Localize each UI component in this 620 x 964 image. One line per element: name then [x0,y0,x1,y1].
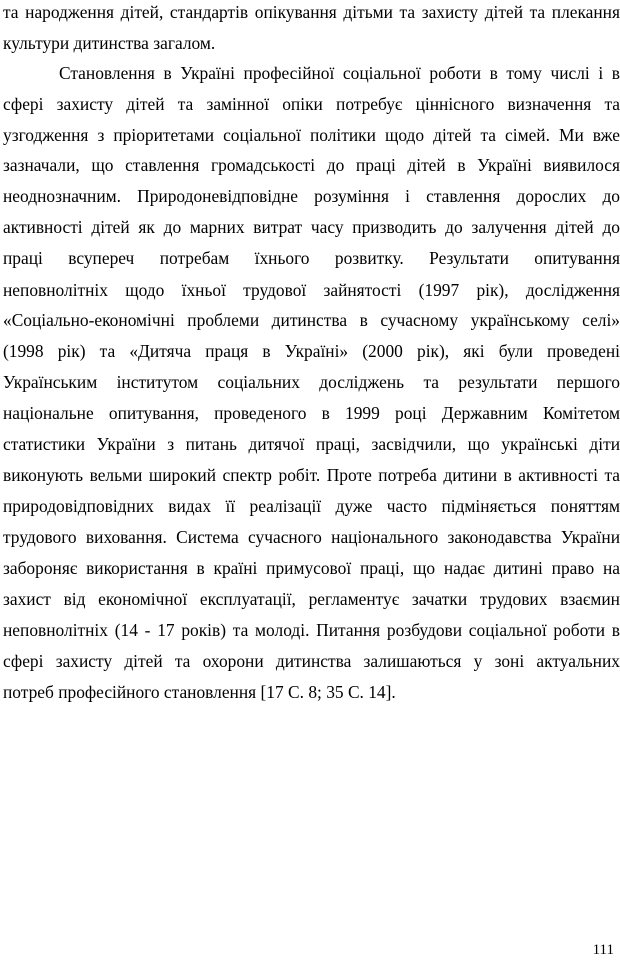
text-line: захист від економічної експлуатації, регламентує зачатки трудових взаємин [3,589,620,609]
text-line: неповнолітніх щодо їхньої трудової зайнятості (1997 рік), дослідження [3,280,620,300]
text-line: статистики України з питань дитячої праці, засвідчили, що українські діти [3,434,620,454]
text-line: зазначали, що ставлення громадськості до праці дітей в Україні виявилося [3,155,620,175]
text-line: (1998 рік) та «Дитяча праця в Україні» (2000 рік), які були проведені [3,341,620,361]
text-line: сфері захисту дітей та замінної опіки потребує ціннісного визначення та [3,94,620,114]
text-line: Українським інститутом соціальних досліджень та результати першого [3,372,620,392]
page-number: 111 [592,942,614,958]
text-line: «Соціально-економічні проблеми дитинства в сучасному українському селі» [3,310,620,330]
text-line: забороняє використання в країні примусової праці, що надає дитині право на [3,558,620,578]
text-line: виконують вельми широкий спектр робіт. Проте потреба дитини в активності та [3,465,620,485]
text-line: праці всупереч потребам їхнього розвитку. Результати опитування [3,248,620,268]
text-line: сфері захисту дітей та охорони дитинства залишаються у зоні актуальних [3,651,620,671]
text-line: потреб професійного становлення [17 С. 8; 35 С. 14]. [3,682,396,702]
text-line: активності дітей як до марних витрат часу призводить до залучення дітей до [3,217,620,237]
text-line: трудового виховання. Система сучасного національного законодавства України [3,527,620,547]
text-line: та народження дітей, стандартів опікування дітьми та захисту дітей та плекання [3,2,620,22]
text-line: неповнолітніх (14 - 17 років) та молоді. Питання розбудови соціальної роботи в [3,620,620,640]
text-line: неоднозначним. Природоневідповідне розуміння і ставлення дорослих до [3,186,620,206]
text-line: національне опитування, проведеного в 1999 році Державним Комітетом [3,403,620,423]
text-line: Становлення в Україні професійної соціальної роботи в тому числі і в [59,63,620,83]
text-line: природовідповідних видах її реалізації дуже часто підміняється поняттям [3,496,620,516]
text-line: узгодження з пріоритетами соціальної політики щодо дітей та сімей. Ми вже [3,125,620,145]
text-line: культури дитинства загалом. [3,33,216,53]
